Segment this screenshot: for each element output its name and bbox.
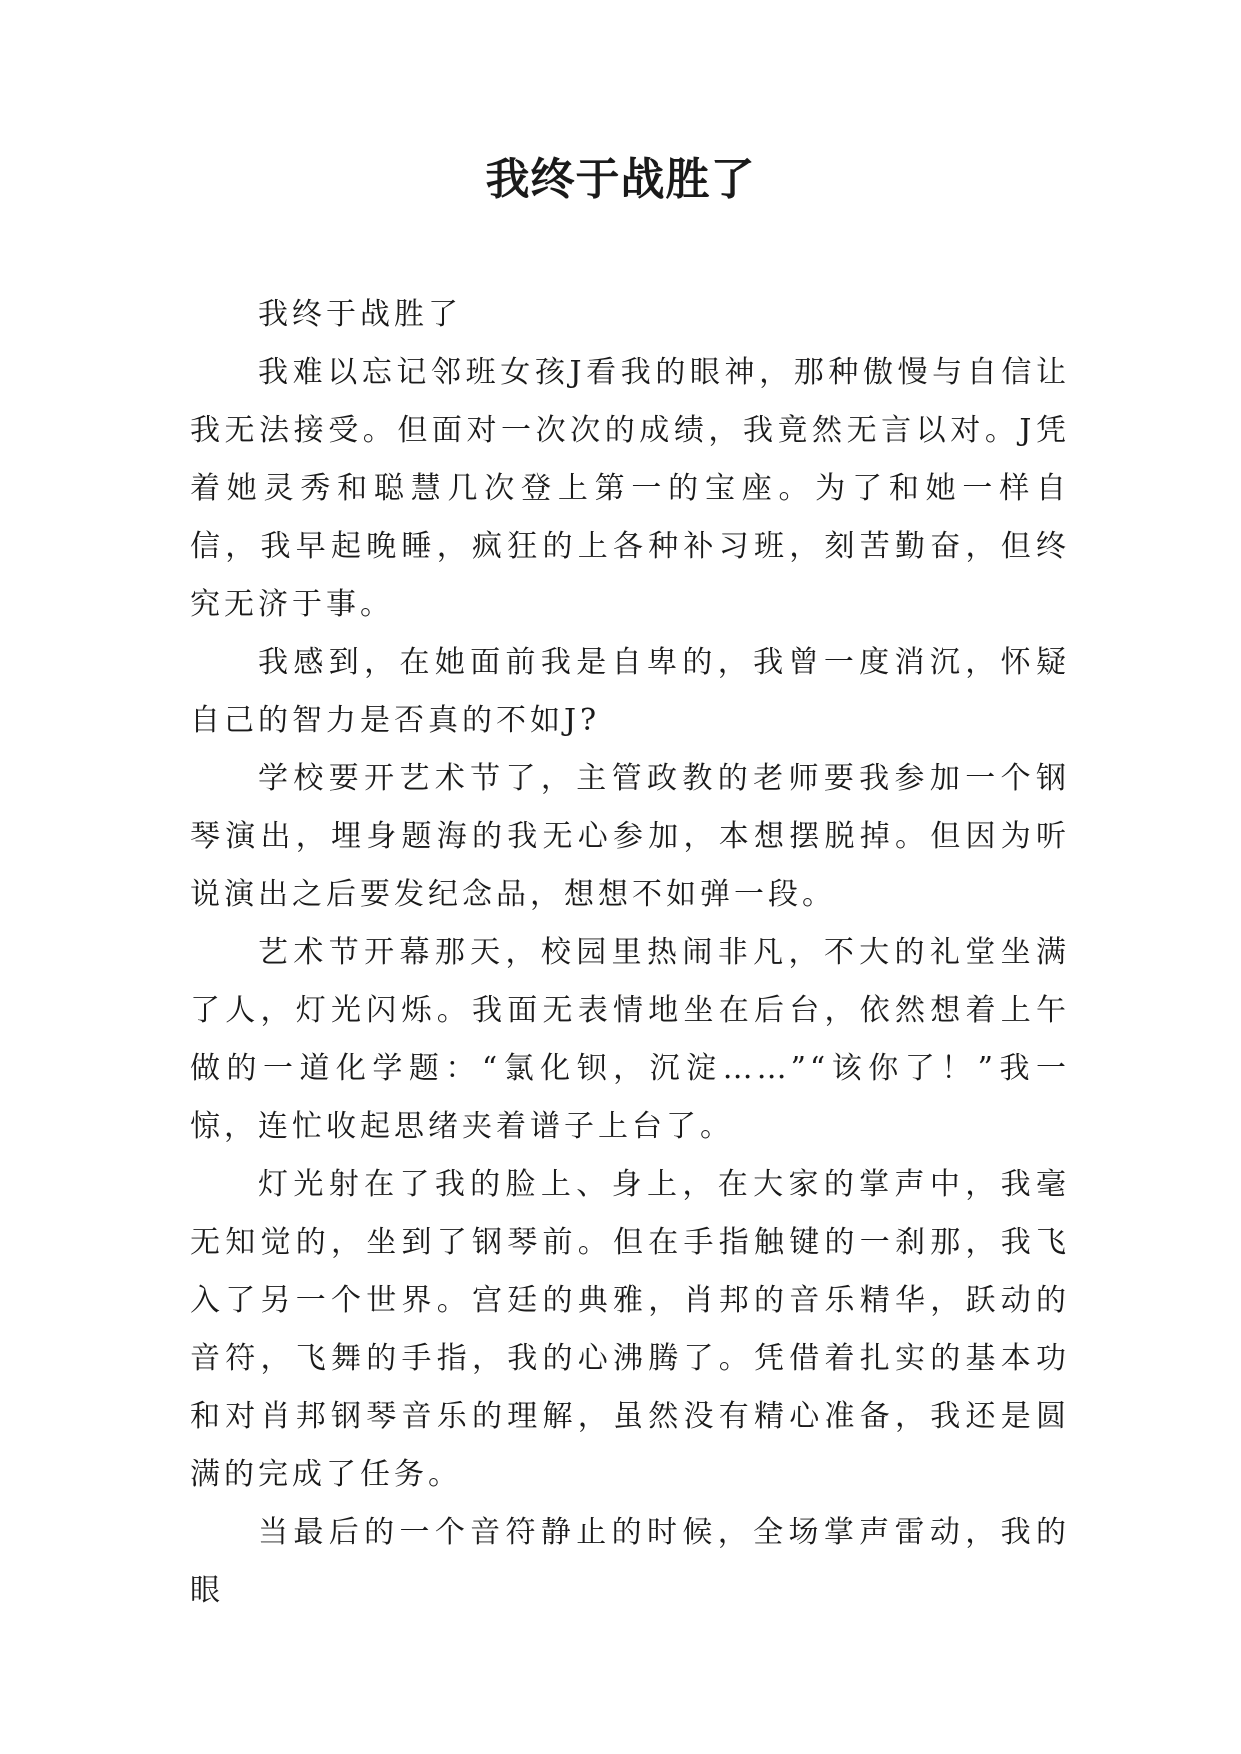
document-title: 我终于战胜了 xyxy=(485,154,756,205)
paragraph: 灯光射在了我的脸上、身上，在大家的掌声中，我毫无知觉的，坐到了钢琴前。但在手指触键的一刹那，我飞入了另一个世界。宫廷的典雅，肖邦的音乐精华，跃动的音符，飞舞的手指，我的心沸腾了。凭借着扎实的基本功和对肖邦钢琴音乐的理解，虽然没有精心准备，我还是圆满的完成了任务。 xyxy=(190,1167,1070,1492)
paragraph: 我难以忘记邻班女孩J看我的眼神，那种傲慢与自信让我无法接受。但面对一次次的成绩，我竟然无言以对。J凭着她灵秀和聪慧几次登上第一的宝座。为了和她一样自信，我早起晚睡，疯狂的上各种补习班，刻苦勤奋，但终究无济于事。 xyxy=(190,355,1070,622)
paragraph: 我感到，在她面前我是自卑的，我曾一度消沉，怀疑自己的智力是否真的不如J? xyxy=(190,645,1070,738)
document-body xyxy=(190,286,1070,1620)
paragraph: 艺术节开幕那天，校园里热闹非凡，不大的礼堂坐满了人，灯光闪烁。我面无表情地坐在后台，依然想着上午做的一道化学题：“氯化钡，沉淀……”“该你了！”我一惊，连忙收起思绪夹着谱子上台了。 xyxy=(190,935,1070,1144)
paragraph-subtitle: 我终于战胜了 xyxy=(258,297,462,332)
paragraph: 学校要开艺术节了，主管政教的老师要我参加一个钢琴演出，埋身题海的我无心参加，本想摆脱掉。但因为听说演出之后要发纪念品，想想不如弹一段。 xyxy=(190,761,1070,912)
paragraph: 当最后的一个音符静止的时候，全场掌声雷动，我的眼 xyxy=(190,1515,1070,1608)
